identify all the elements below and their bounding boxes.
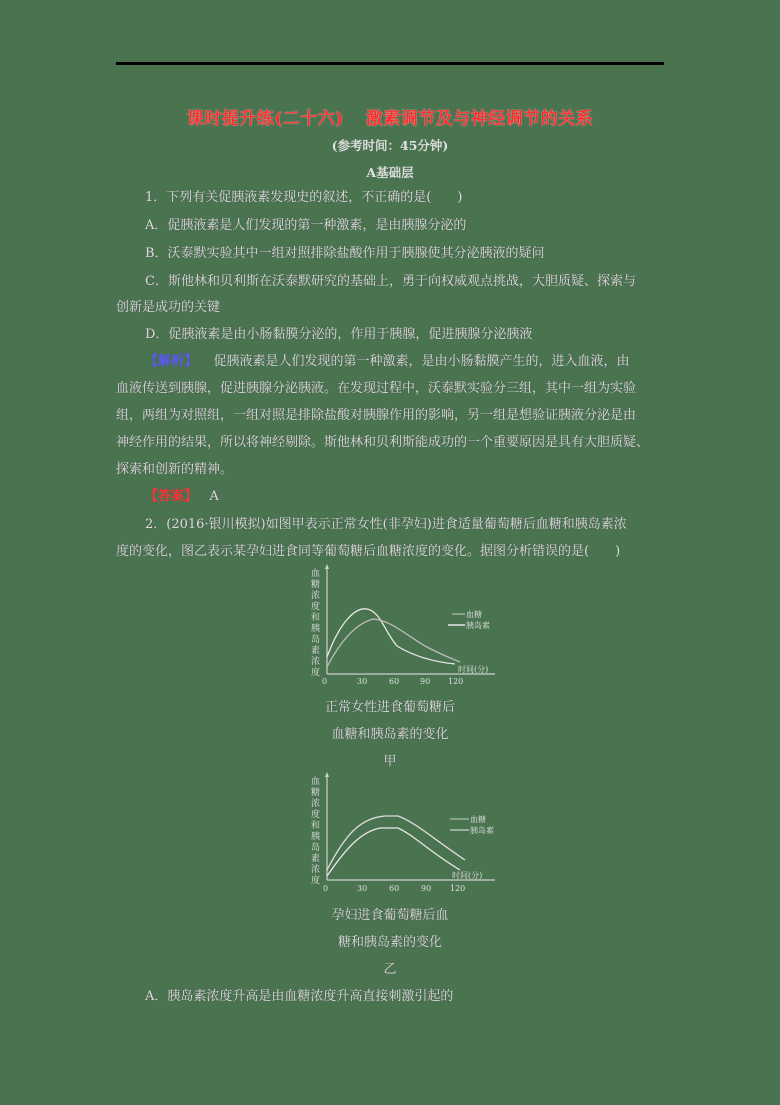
x-tick: 90 [420,677,431,686]
title-part1: 课时提升练(二十六) [186,109,344,129]
svg-text:素: 素 [311,854,321,864]
chart-yi-title: 乙 [383,962,397,977]
page-title [0,104,780,129]
q1-option-a: A．促胰液素是人们发现的第一种激素，是由胰腺分泌的 [145,218,467,233]
q1-option-d: D．促胰液素是由小肠黏膜分泌的，作用于胰腺，促进胰腺分泌胰液 [145,327,533,342]
y-axis-label [311,568,320,678]
svg-text:岛: 岛 [311,843,321,853]
analysis-line: 促胰液素是人们发现的第一种激素，是由小肠黏膜产生的，进入血液，由 [213,354,630,369]
series-blood-sugar [327,816,465,870]
analysis-line: 组，两组为对照组，一组对照是排除盐酸对胰腺作用的影响，另一组是想验证胰液分泌是由 [116,408,637,423]
q1-option-c: C．斯他林和贝利斯在沃泰默研究的基础上，勇于向权威观点挑战，大胆质疑、探索与 [145,274,636,289]
y-axis-arrow-icon [325,772,329,777]
svg-text:浓: 浓 [311,799,321,809]
y-axis-arrow-icon [325,564,329,569]
series-insulin [327,828,460,876]
svg-text:浓: 浓 [311,591,321,601]
title-part2: 激素调节及与神经调节的关系 [365,109,594,129]
svg-text:度: 度 [311,602,321,612]
analysis-label: 【解析】 [145,354,198,369]
legend-blood-sugar: 血糖 [470,815,486,824]
header-rule [116,62,664,65]
x-tick: 60 [389,677,400,686]
x-tick: 90 [421,884,432,893]
answer-value: A [209,489,219,504]
svg-text:胰: 胰 [311,832,321,842]
x-tick: 0 [322,677,328,686]
svg-text:浓: 浓 [311,865,321,875]
x-tick: 30 [357,884,368,893]
svg-text:素: 素 [311,646,321,656]
legend-blood-sugar: 血糖 [466,610,482,619]
analysis-line: 神经作用的结果，所以将神经剔除。斯他林和贝利斯能成功的一个重要原因是具有大胆质疑、 [116,435,650,450]
svg-text:和: 和 [311,821,321,831]
series-blood-sugar [327,609,455,664]
q1-option-b: B．沃泰默实验其中一组对照排除盐酸作用于胰腺使其分泌胰液的疑问 [145,246,545,261]
q1-stem: 1．下列有关促胰液素发现史的叙述，不正确的是( ) [145,190,463,205]
q1-analysis-first [145,350,630,369]
x-tick: 0 [323,884,329,893]
svg-text:岛: 岛 [311,635,321,645]
analysis-line: 探索和创新的精神。 [116,462,234,477]
svg-text:度: 度 [311,668,321,678]
answer-label: 【答案】 [145,489,198,504]
q2-stem-line2: 度的变化，图乙表示某孕妇进食同等葡萄糖后血糖浓度的变化。据图分析错误的是( ) [116,544,621,559]
x-tick: 120 [450,884,466,893]
svg-text:糖: 糖 [311,788,321,798]
x-tick: 120 [448,677,464,686]
svg-text:血: 血 [311,777,321,787]
section-heading: A基础层 [366,165,414,180]
chart-jia-caption-line2: 血糖和胰岛素的变化 [331,727,449,742]
legend-insulin: 胰岛素 [466,621,490,630]
svg-text:血: 血 [311,569,321,579]
x-axis-label: 时间(分) [458,665,489,674]
chart-yi-caption-line1: 孕妇进食葡萄糖后血 [331,908,449,923]
svg-text:浓: 浓 [311,657,321,667]
svg-text:糖: 糖 [311,580,321,590]
q1-option-c-cont: 创新是成功的关键 [116,300,221,315]
q1-answer [145,485,219,504]
q2-stem-line1: 2．(2016·银川模拟)如图甲表示正常女性(非孕妇)进食适量葡萄糖后血糖和胰岛素浓 [145,517,627,532]
svg-text:度: 度 [311,810,321,820]
chart-jia-title: 甲 [383,754,397,769]
x-tick: 60 [389,884,400,893]
chart-yi-caption-line2: 糖和胰岛素的变化 [337,935,442,950]
x-axis-label: 时间(分) [452,871,483,880]
chart-jia [305,562,505,687]
chart-yi [305,770,505,895]
chart-jia-caption-line1: 正常女性进食葡萄糖后 [324,700,455,715]
x-tick: 30 [357,677,368,686]
analysis-line: 血液传送到胰腺，促进胰腺分泌胰液。在发现过程中，沃泰默实验分三组，其中一组为实验 [116,381,637,396]
svg-text:和: 和 [311,613,321,623]
svg-text:胰: 胰 [311,624,321,634]
y-axis-label [311,776,320,886]
legend-insulin: 胰岛素 [470,826,494,835]
series-insulin [327,619,460,667]
reference-time: (参考时间：45分钟) [331,138,449,153]
q2-option-a: A．胰岛素浓度升高是由血糖浓度升高直接刺激引起的 [145,989,454,1004]
svg-text:度: 度 [311,876,321,886]
